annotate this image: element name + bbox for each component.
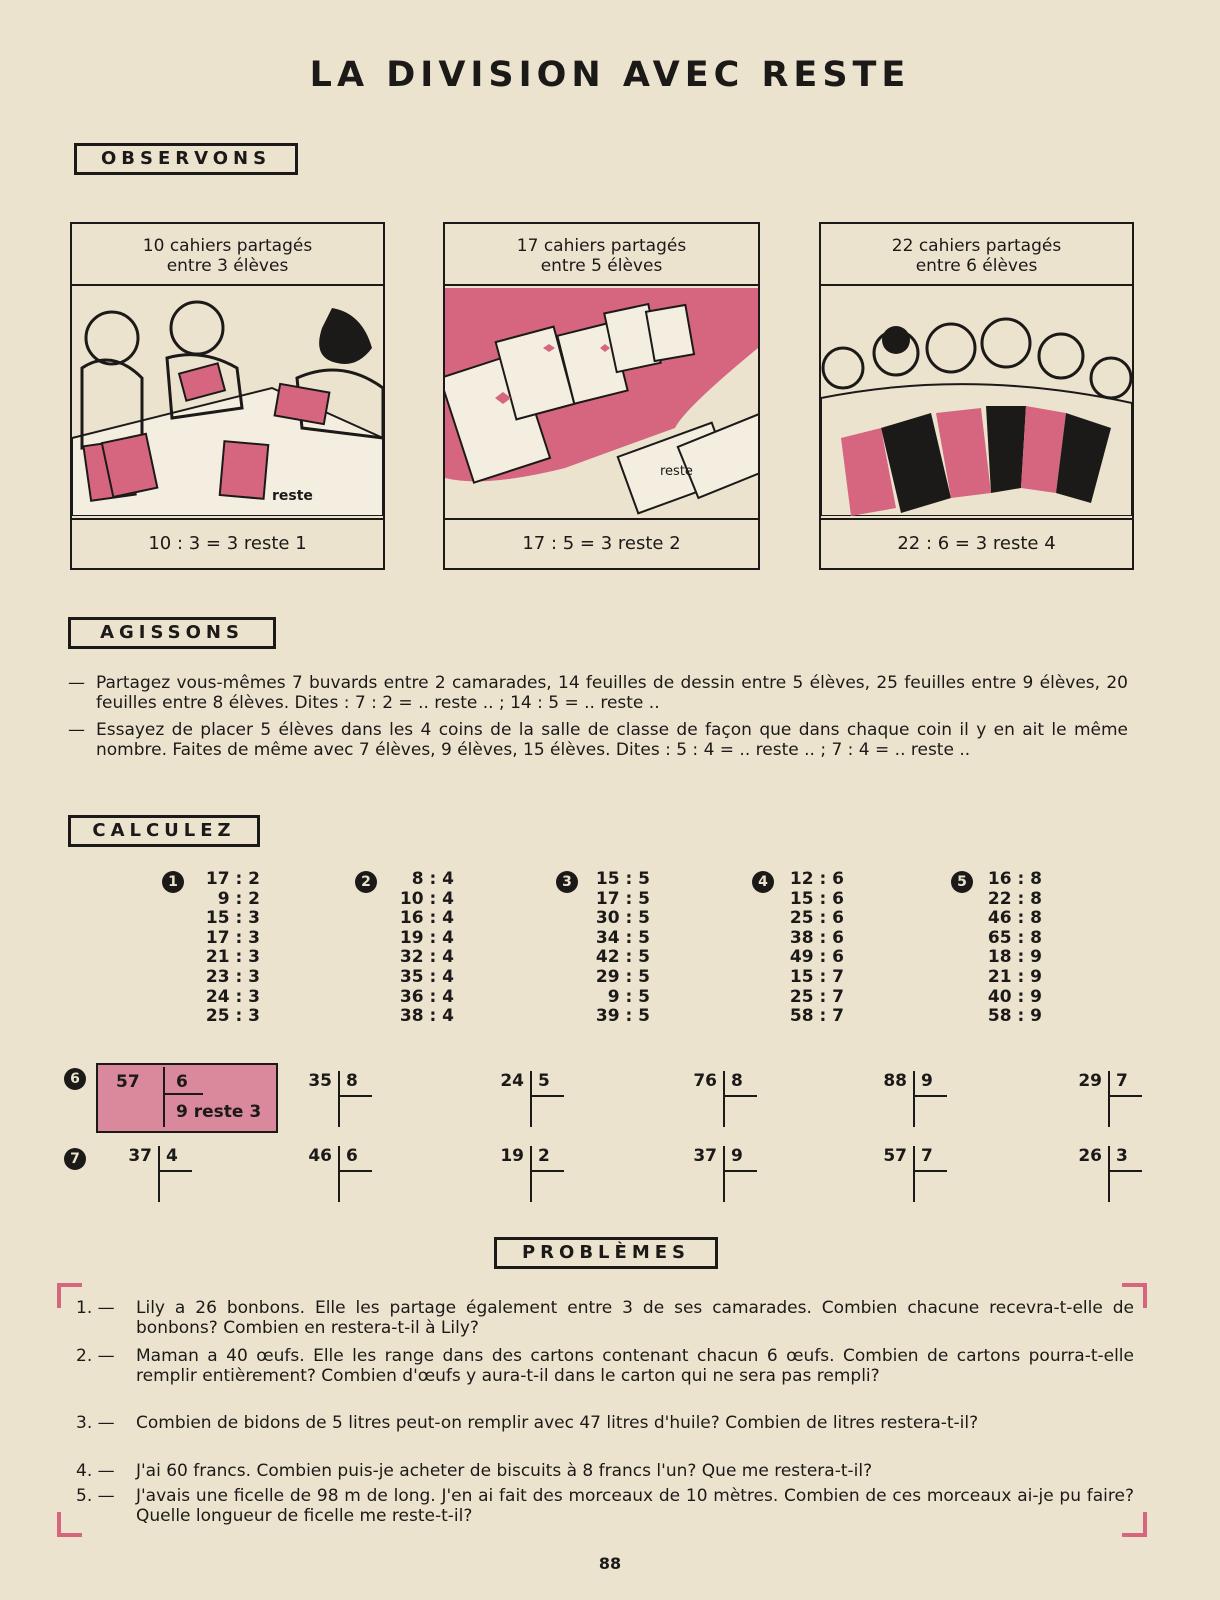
page-title: LA DIVISION AVEC RESTE <box>309 55 911 95</box>
divisor: 3 <box>1116 1146 1128 1166</box>
division-exercise <box>1060 1146 1150 1206</box>
panel-1 <box>70 222 385 570</box>
dividend: 29 <box>1078 1071 1102 1091</box>
reste-label: reste <box>983 492 1024 508</box>
section-calculez: CALCULEZ <box>68 815 260 847</box>
division-item: 19 : 4 <box>399 927 454 948</box>
probleme-2 <box>76 1346 1134 1386</box>
panel-caption-line1: 10 cahiers partagés <box>142 236 313 256</box>
probleme-number: 5. — <box>76 1486 115 1506</box>
division-item: 39 : 5 <box>595 1006 650 1027</box>
dividend: 26 <box>1078 1146 1102 1166</box>
panel-3 <box>819 222 1134 570</box>
division-item: 8 : 4 <box>411 869 454 889</box>
division-item: 18 : 9 <box>987 947 1042 968</box>
division-item: 9 : 5 <box>607 986 650 1007</box>
exercise-number-2: 2 <box>355 871 377 893</box>
bullet-dash: — <box>68 720 85 740</box>
probleme-1 <box>76 1298 1134 1338</box>
division-item: 15 : 6 <box>789 888 844 909</box>
dividend: 37 <box>128 1146 152 1166</box>
divisor: 2 <box>538 1146 550 1166</box>
agissons-item-2 <box>68 720 1128 760</box>
division-item: 22 : 8 <box>987 888 1042 909</box>
example-quotient: 9 reste 3 <box>176 1102 262 1122</box>
division-item: 65 : 8 <box>987 927 1042 948</box>
probleme-text: J'ai 60 francs. Combien puis-je acheter de biscuits à 8 francs l'un? Que me restera-t-il? <box>136 1461 873 1481</box>
division-bar <box>1108 1170 1142 1172</box>
divisor: 8 <box>731 1071 743 1091</box>
division-exercise <box>675 1071 765 1131</box>
division-exercise <box>675 1146 765 1206</box>
division-item: 17 : 2 <box>205 869 260 889</box>
exercise-number-4: 4 <box>752 871 774 893</box>
division-item: 17 : 5 <box>595 888 650 909</box>
division-bar <box>913 1095 947 1097</box>
divisor: 5 <box>538 1071 550 1091</box>
panel-2 <box>443 222 760 570</box>
exercise-number-3: 3 <box>556 871 578 893</box>
division-item: 16 : 8 <box>987 869 1042 889</box>
division-bar <box>530 1095 564 1097</box>
panel-caption-line1: 22 cahiers partagés <box>891 236 1062 256</box>
probleme-text: Combien de bidons de 5 litres peut-on remplir avec 47 litres d'huile? Combien de litres restera-t-il? <box>136 1413 979 1433</box>
probleme-4 <box>76 1461 1134 1481</box>
agissons-item-1 <box>68 673 1128 713</box>
division-item: 9 : 2 <box>217 888 260 909</box>
division-item: 58 : 7 <box>789 1006 844 1027</box>
division-item: 25 : 3 <box>205 1006 260 1027</box>
division-bar <box>158 1146 160 1202</box>
division-bar <box>723 1170 757 1172</box>
dividend: 46 <box>308 1146 332 1166</box>
divisor: 9 <box>731 1146 743 1166</box>
divisor: 6 <box>346 1146 358 1166</box>
division-item: 58 : 9 <box>987 1006 1042 1027</box>
exercise-column-5 <box>962 870 1042 1027</box>
division-bar <box>530 1071 532 1127</box>
exercise-number-6: 6 <box>64 1068 86 1090</box>
division-item: 16 : 4 <box>399 908 454 929</box>
division-item: 36 : 4 <box>399 986 454 1007</box>
division-bar <box>913 1146 915 1202</box>
division-bar <box>530 1146 532 1202</box>
division-bar <box>1108 1071 1110 1127</box>
dividend: 19 <box>500 1146 524 1166</box>
division-item: 15 : 7 <box>789 966 844 987</box>
division-exercise <box>110 1146 200 1206</box>
panel-caption-line2: entre 6 élèves <box>915 256 1038 276</box>
probleme-number: 4. — <box>76 1461 115 1481</box>
division-bar <box>1108 1146 1110 1202</box>
exercise-number-5: 5 <box>951 871 973 893</box>
division-exercise <box>1060 1071 1150 1131</box>
division-item: 38 : 6 <box>789 927 844 948</box>
division-item: 29 : 5 <box>595 966 650 987</box>
division-item: 21 : 3 <box>205 947 260 968</box>
division-bar <box>163 1067 165 1127</box>
division-bar <box>723 1071 725 1127</box>
division-bar <box>338 1071 340 1127</box>
exercise-number-1: 1 <box>162 871 184 893</box>
division-exercise <box>482 1071 572 1131</box>
probleme-text: Lily a 26 bonbons. Elle les partage également entre 3 de ses camarades. Combien chacune recevra-t-elle de bonbons? Combien en restera-t-il à Lily? <box>136 1298 1134 1338</box>
probleme-text: J'avais une ficelle de 98 m de long. J'en ai fait des morceaux de 10 mètres. Combien de ces morceaux ai-je pu faire? Quelle longueur de ficelle me reste-t-il? <box>136 1486 1134 1526</box>
panel-caption <box>445 224 758 286</box>
division-item: 40 : 9 <box>987 986 1042 1007</box>
probleme-3 <box>76 1413 1134 1433</box>
dividend: 88 <box>883 1071 907 1091</box>
division-bar <box>338 1170 372 1172</box>
panel-caption-line2: entre 5 élèves <box>540 256 663 276</box>
probleme-number: 1. — <box>76 1298 115 1318</box>
division-item: 15 : 3 <box>205 908 260 929</box>
illustration-children-notebooks <box>72 288 383 516</box>
division-bar <box>158 1170 192 1172</box>
worked-example <box>96 1063 278 1133</box>
division-item: 10 : 4 <box>399 888 454 909</box>
panel-equation: 10 : 3 = 3 reste 1 <box>72 518 383 568</box>
division-item: 38 : 4 <box>399 1006 454 1027</box>
dividend: 37 <box>693 1146 717 1166</box>
illustration-notebook-stacks <box>445 288 758 516</box>
dividend: 24 <box>500 1071 524 1091</box>
panel-equation: 22 : 6 = 3 reste 4 <box>821 518 1132 568</box>
exercise-column-2 <box>374 870 454 1027</box>
section-problemes: PROBLÈMES <box>494 1237 718 1269</box>
dividend: 57 <box>883 1146 907 1166</box>
division-item: 42 : 5 <box>595 947 650 968</box>
agissons-text-2: Essayez de placer 5 élèves dans les 4 coins de la salle de classe de façon que dans chaque coin il y en ait le même nombre. Faites de même avec 7 élèves, 9 élèves, 15 élèves. Dites : 5 : 4 = .. reste .. ; 7 : 4 = .. reste .. <box>96 720 1128 760</box>
division-bar <box>723 1095 757 1097</box>
division-item: 21 : 9 <box>987 966 1042 987</box>
division-item: 49 : 6 <box>789 947 844 968</box>
probleme-number: 2. — <box>76 1346 115 1366</box>
division-item: 35 : 4 <box>399 966 454 987</box>
division-item: 15 : 5 <box>595 869 650 889</box>
example-dividend: 57 <box>116 1072 140 1092</box>
panel-equation: 17 : 5 = 3 reste 2 <box>445 518 758 568</box>
division-item: 24 : 3 <box>205 986 260 1007</box>
exercise-column-1 <box>180 870 260 1027</box>
division-item: 30 : 5 <box>595 908 650 929</box>
division-bar <box>913 1170 947 1172</box>
dividend: 35 <box>308 1071 332 1091</box>
divisor: 9 <box>921 1071 933 1091</box>
section-agissons: AGISSONS <box>68 617 276 649</box>
division-bar <box>163 1093 203 1095</box>
division-bar <box>338 1146 340 1202</box>
divisor: 8 <box>346 1071 358 1091</box>
division-item: 32 : 4 <box>399 947 454 968</box>
division-item: 46 : 8 <box>987 908 1042 929</box>
division-item: 25 : 6 <box>789 908 844 929</box>
panel-caption <box>821 224 1132 286</box>
division-bar <box>338 1095 372 1097</box>
probleme-text: Maman a 40 œufs. Elle les range dans des cartons contenant chacun 6 œufs. Combien de cartons pourra-t-elle remplir entièrement? Combien d'œufs y aura-t-il dans le carton qui ne sera pas rempli? <box>136 1346 1134 1386</box>
probleme-number: 3. — <box>76 1413 115 1433</box>
exercise-column-4 <box>764 870 844 1027</box>
division-bar <box>530 1170 564 1172</box>
bullet-dash: — <box>68 673 85 693</box>
illustration-six-pupils <box>821 288 1132 516</box>
exercise-column-3 <box>570 870 650 1027</box>
divisor: 4 <box>166 1146 178 1166</box>
dividend: 76 <box>693 1071 717 1091</box>
section-observons: OBSERVONS <box>74 143 298 175</box>
division-item: 25 : 7 <box>789 986 844 1007</box>
reste-label: reste <box>660 464 693 479</box>
page-number: 88 <box>598 1554 622 1573</box>
division-exercise <box>482 1146 572 1206</box>
panel-caption-line2: entre 3 élèves <box>166 256 289 276</box>
division-item: 23 : 3 <box>205 966 260 987</box>
panel-caption-line1: 17 cahiers partagés <box>516 236 687 256</box>
division-item: 34 : 5 <box>595 927 650 948</box>
division-bar <box>913 1071 915 1127</box>
division-exercise <box>865 1146 955 1206</box>
agissons-text-1: Partagez vous-mêmes 7 buvards entre 2 camarades, 14 feuilles de dessin entre 5 élèves, 25 feuilles entre 9 élèves, 20 feuilles entre 8 élèves. Dites : 7 : 2 = .. reste .. ; 14 : 5 = .. reste .. <box>96 673 1128 713</box>
exercise-number-7: 7 <box>64 1148 86 1170</box>
divisor: 7 <box>1116 1071 1128 1091</box>
division-exercise <box>290 1071 380 1131</box>
panel-caption <box>72 224 383 286</box>
division-item: 17 : 3 <box>205 927 260 948</box>
division-exercise <box>865 1071 955 1131</box>
division-bar <box>723 1146 725 1202</box>
example-divisor: 6 <box>176 1072 188 1092</box>
division-item: 12 : 6 <box>789 869 844 889</box>
division-exercise <box>290 1146 380 1206</box>
reste-label: reste <box>272 488 313 504</box>
division-bar <box>1108 1095 1142 1097</box>
divisor: 7 <box>921 1146 933 1166</box>
probleme-5 <box>76 1486 1134 1526</box>
